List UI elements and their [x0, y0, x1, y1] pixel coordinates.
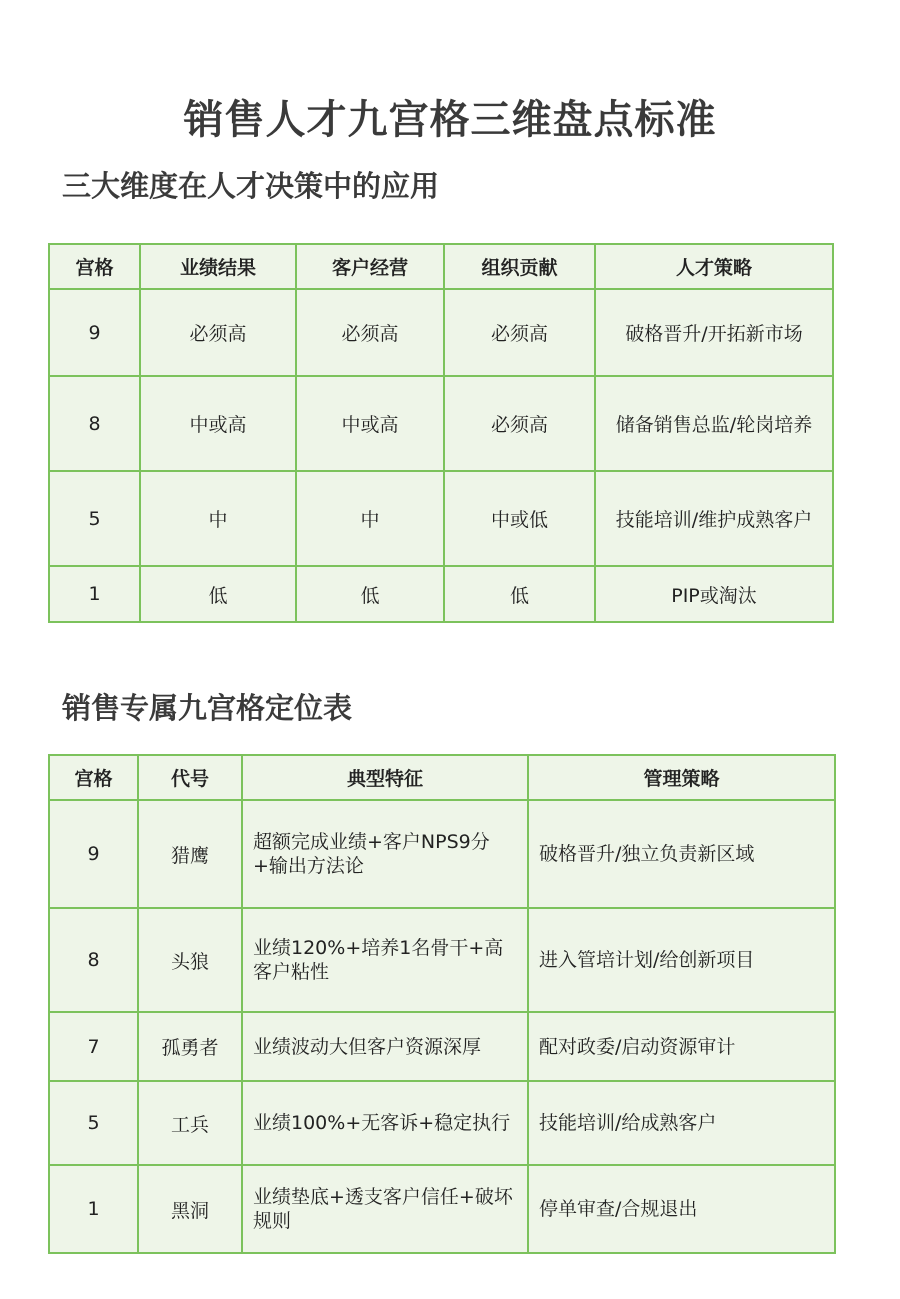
cell-grid: 8 — [49, 908, 138, 1012]
cell-organization: 低 — [444, 566, 595, 622]
nine-box-positioning-table — [48, 754, 836, 1254]
header-grid: 宫格 — [49, 755, 138, 800]
cell-traits: 业绩100%+无客诉+稳定执行 — [242, 1081, 528, 1165]
table-header-row — [49, 244, 833, 289]
section-heading-application: 三大维度在人才决策中的应用 — [62, 169, 440, 203]
cell-grid: 1 — [49, 566, 140, 622]
cell-grid: 7 — [49, 1012, 138, 1081]
table-header-row — [49, 755, 835, 800]
header-customer: 客户经营 — [296, 244, 444, 289]
cell-strategy: 储备销售总监/轮岗培养 — [595, 376, 833, 471]
cell-grid: 5 — [49, 471, 140, 566]
cell-traits: 业绩波动大但客户资源深厚 — [242, 1012, 528, 1081]
table-row — [49, 376, 833, 471]
header-management: 管理策略 — [528, 755, 835, 800]
cell-organization: 必须高 — [444, 376, 595, 471]
cell-code: 工兵 — [138, 1081, 242, 1165]
header-organization: 组织贡献 — [444, 244, 595, 289]
cell-strategy: 破格晋升/开拓新市场 — [595, 289, 833, 376]
table-row — [49, 800, 835, 908]
cell-strategy: PIP或淘汰 — [595, 566, 833, 622]
cell-traits: 超额完成业绩+客户NPS9分+输出方法论 — [242, 800, 528, 908]
cell-performance: 低 — [140, 566, 296, 622]
talent-decision-table — [48, 243, 834, 623]
cell-management: 停单审查/合规退出 — [528, 1165, 835, 1253]
cell-management: 配对政委/启动资源审计 — [528, 1012, 835, 1081]
cell-management: 破格晋升/独立负责新区域 — [528, 800, 835, 908]
table-row — [49, 1012, 835, 1081]
table-row — [49, 289, 833, 376]
header-strategy: 人才策略 — [595, 244, 833, 289]
table-row — [49, 1081, 835, 1165]
table-row — [49, 471, 833, 566]
cell-code: 头狼 — [138, 908, 242, 1012]
cell-grid: 9 — [49, 800, 138, 908]
cell-customer: 必须高 — [296, 289, 444, 376]
cell-management: 进入管培计划/给创新项目 — [528, 908, 835, 1012]
cell-grid: 1 — [49, 1165, 138, 1253]
cell-customer: 中 — [296, 471, 444, 566]
cell-organization: 中或低 — [444, 471, 595, 566]
cell-grid: 5 — [49, 1081, 138, 1165]
table-row — [49, 1165, 835, 1253]
cell-management: 技能培训/给成熟客户 — [528, 1081, 835, 1165]
cell-performance: 中或高 — [140, 376, 296, 471]
cell-code: 黑洞 — [138, 1165, 242, 1253]
cell-traits: 业绩垫底+透支客户信任+破坏规则 — [242, 1165, 528, 1253]
header-grid: 宫格 — [49, 244, 140, 289]
cell-customer: 中或高 — [296, 376, 444, 471]
cell-traits: 业绩120%+培养1名骨干+高客户粘性 — [242, 908, 528, 1012]
table-row — [49, 908, 835, 1012]
header-performance: 业绩结果 — [140, 244, 296, 289]
table-row — [49, 566, 833, 622]
cell-code: 猎鹰 — [138, 800, 242, 908]
cell-grid: 9 — [49, 289, 140, 376]
cell-performance: 中 — [140, 471, 296, 566]
section-heading-positioning: 销售专属九宫格定位表 — [62, 691, 353, 725]
cell-strategy: 技能培训/维护成熟客户 — [595, 471, 833, 566]
cell-performance: 必须高 — [140, 289, 296, 376]
cell-grid: 8 — [49, 376, 140, 471]
cell-code: 孤勇者 — [138, 1012, 242, 1081]
cell-organization: 必须高 — [444, 289, 595, 376]
header-traits: 典型特征 — [242, 755, 528, 800]
cell-customer: 低 — [296, 566, 444, 622]
header-code: 代号 — [138, 755, 242, 800]
page-title: 销售人才九宫格三维盘点标准 — [183, 97, 717, 143]
